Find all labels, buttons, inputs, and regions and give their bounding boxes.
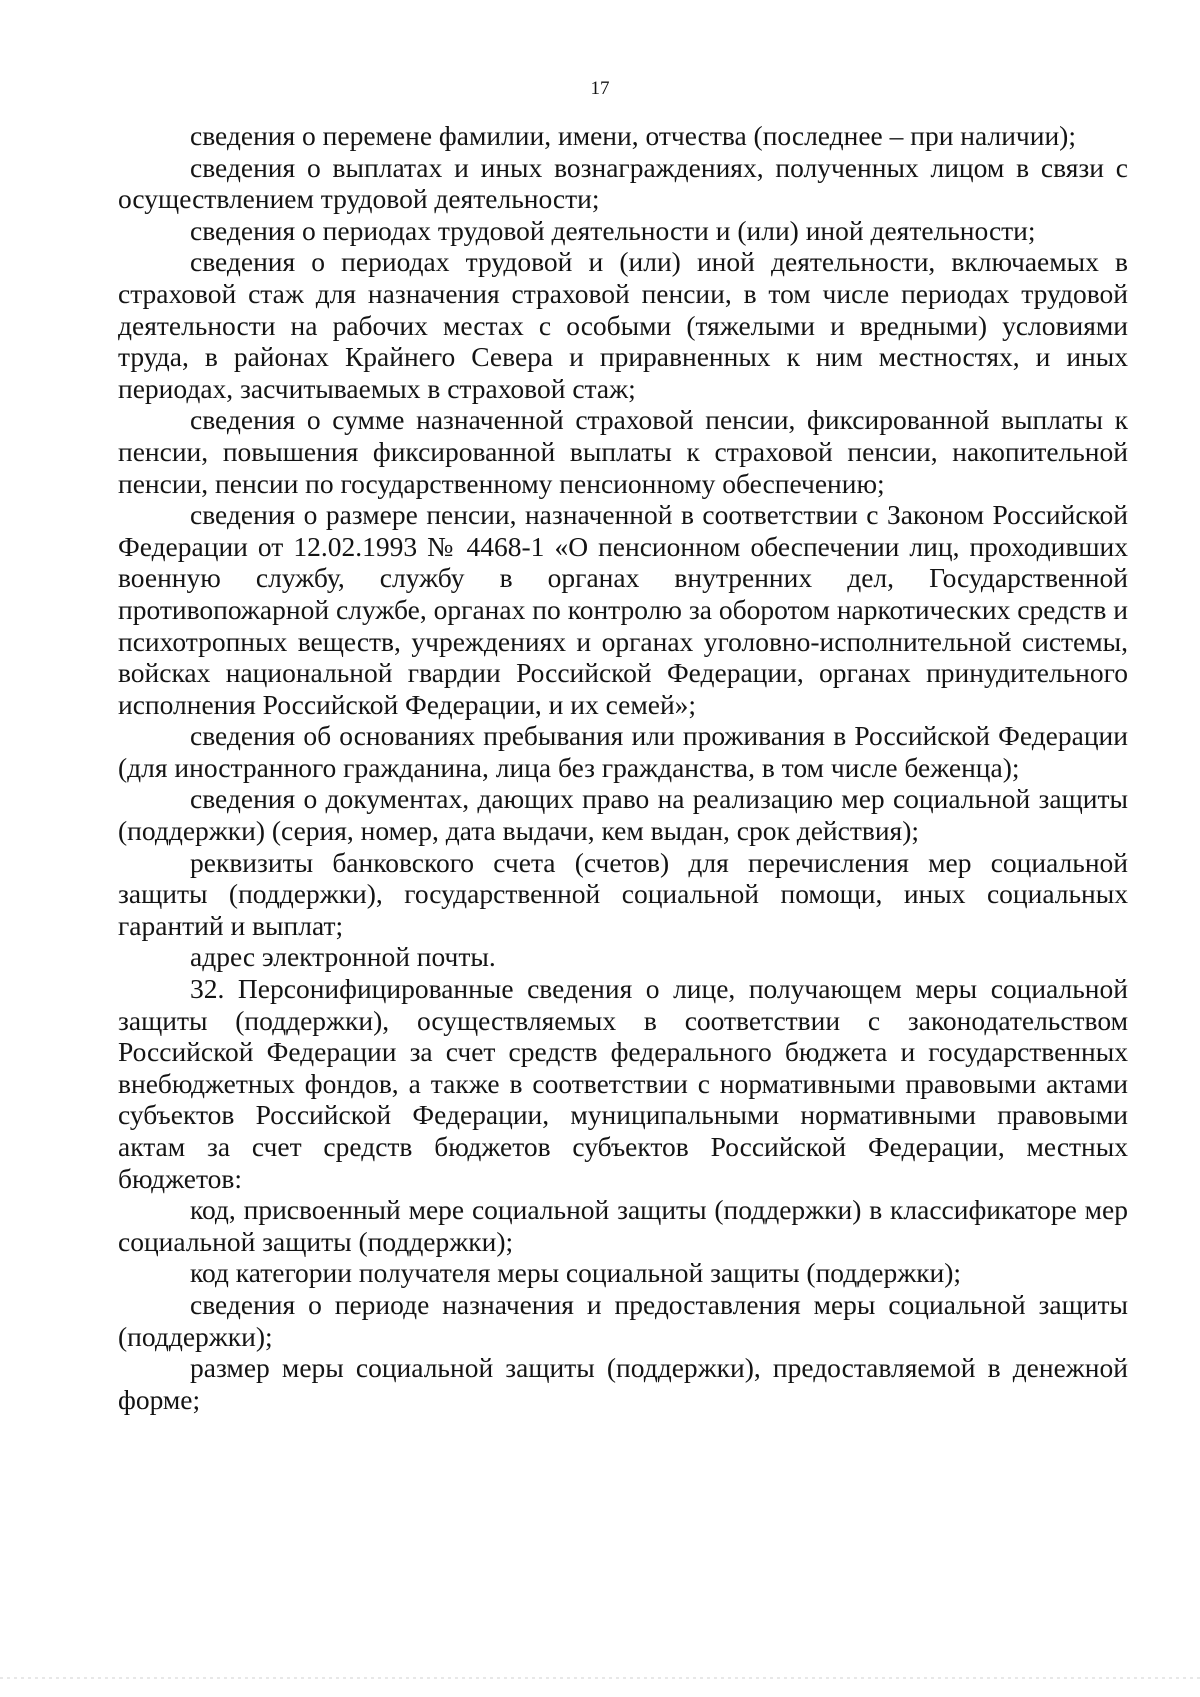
paragraph-bank-details: реквизиты банковского счета (счетов) для перечисления мер социальной защиты (поддержки), государственной социальной помощи, иных социальных гарантий и выплат; <box>118 846 1128 941</box>
paragraph-name-change: сведения о перемене фамилии, имени, отчества (последнее – при наличии); <box>190 120 1076 151</box>
paragraph-documents: сведения о документах, дающих право на реализацию мер социальной защиты (поддержки) (серия, номер, дата выдачи, кем выдан, срок действия); <box>118 783 1128 847</box>
paragraph-work-periods: сведения о периодах трудовой деятельности и (или) иной деятельности; <box>190 214 1036 246</box>
paragraph-measure-amount: размер меры социальной защиты (поддержки), предоставляемой в денежной форме; <box>118 1352 1128 1415</box>
scan-edge-artifact <box>0 1677 1200 1679</box>
paragraph-item-32: 32. Персонифицированные сведения о лице, получающем меры социальной защиты (поддержки), осуществляемых в соответствии с законодательством Российской Федерации за счет средств федерального бюджета и государственных внебюджетных фондов, а также в соответствии с нормативными правовыми актами субъектов Российской Федерации, муниципальными нормативными правовыми актам за счет средств бюджетов субъектов Российской Федерации, местных бюджетов: <box>118 973 1128 1194</box>
paragraph-measure-period: сведения о периоде назначения и предоставления меры социальной защиты (поддержки); <box>118 1288 1128 1352</box>
page-number: 17 <box>590 78 610 99</box>
paragraph-payments: сведения о выплатах и иных вознаграждениях, полученных лицом в связи с осуществлением трудовой деятельности; <box>118 151 1128 215</box>
paragraph-measure-code: код, присвоенный мере социальной защиты (поддержки) в классификаторе мер социальной защиты (поддержки); <box>118 1194 1128 1257</box>
paragraph-pension-amount: сведения о сумме назначенной страховой пенсии, фиксированной выплаты к пенсии, повышения фиксированной выплаты к страховой пенсии, накопительной пенсии, пенсии по государственному пенсионному обеспечению; <box>118 404 1128 499</box>
paragraph-insurance-periods: сведения о периодах трудовой и (или) иной деятельности, включаемых в страховой стаж для назначения страховой пенсии, в том числе периодах трудовой деятельности на рабочих местах с особыми (тяжелыми и вредными) условиями труда, в районах Крайнего Севера и приравненных к ним местностях, и иных периодах, засчитываемых в страховой стаж; <box>118 246 1128 404</box>
paragraph-recipient-category: код категории получателя меры социальной защиты (поддержки); <box>190 1257 962 1289</box>
document-body <box>118 120 1128 1415</box>
paragraph-email: адрес электронной почты. <box>190 941 496 973</box>
paragraph-residence-grounds: сведения об основаниях пребывания или проживания в Российской Федерации (для иностранного гражданина, лица без гражданства, в том числе беженца); <box>118 720 1128 783</box>
paragraph-pension-law: сведения о размере пенсии, назначенной в соответствии с Законом Российской Федерации от 12.02.1993 № 4468-1 «О пенсионном обеспечении лиц, проходивших военную службу, службу в органах внутренних дел, Государственной противопожарной службе, органах по контролю за оборотом наркотических средств и психотропных веществ, учреждениях и органах уголовно-исполнительной системы, войсках национальной гвардии Российской Федерации, органах принудительного исполнения Российской Федерации, и их семей»; <box>118 499 1128 720</box>
